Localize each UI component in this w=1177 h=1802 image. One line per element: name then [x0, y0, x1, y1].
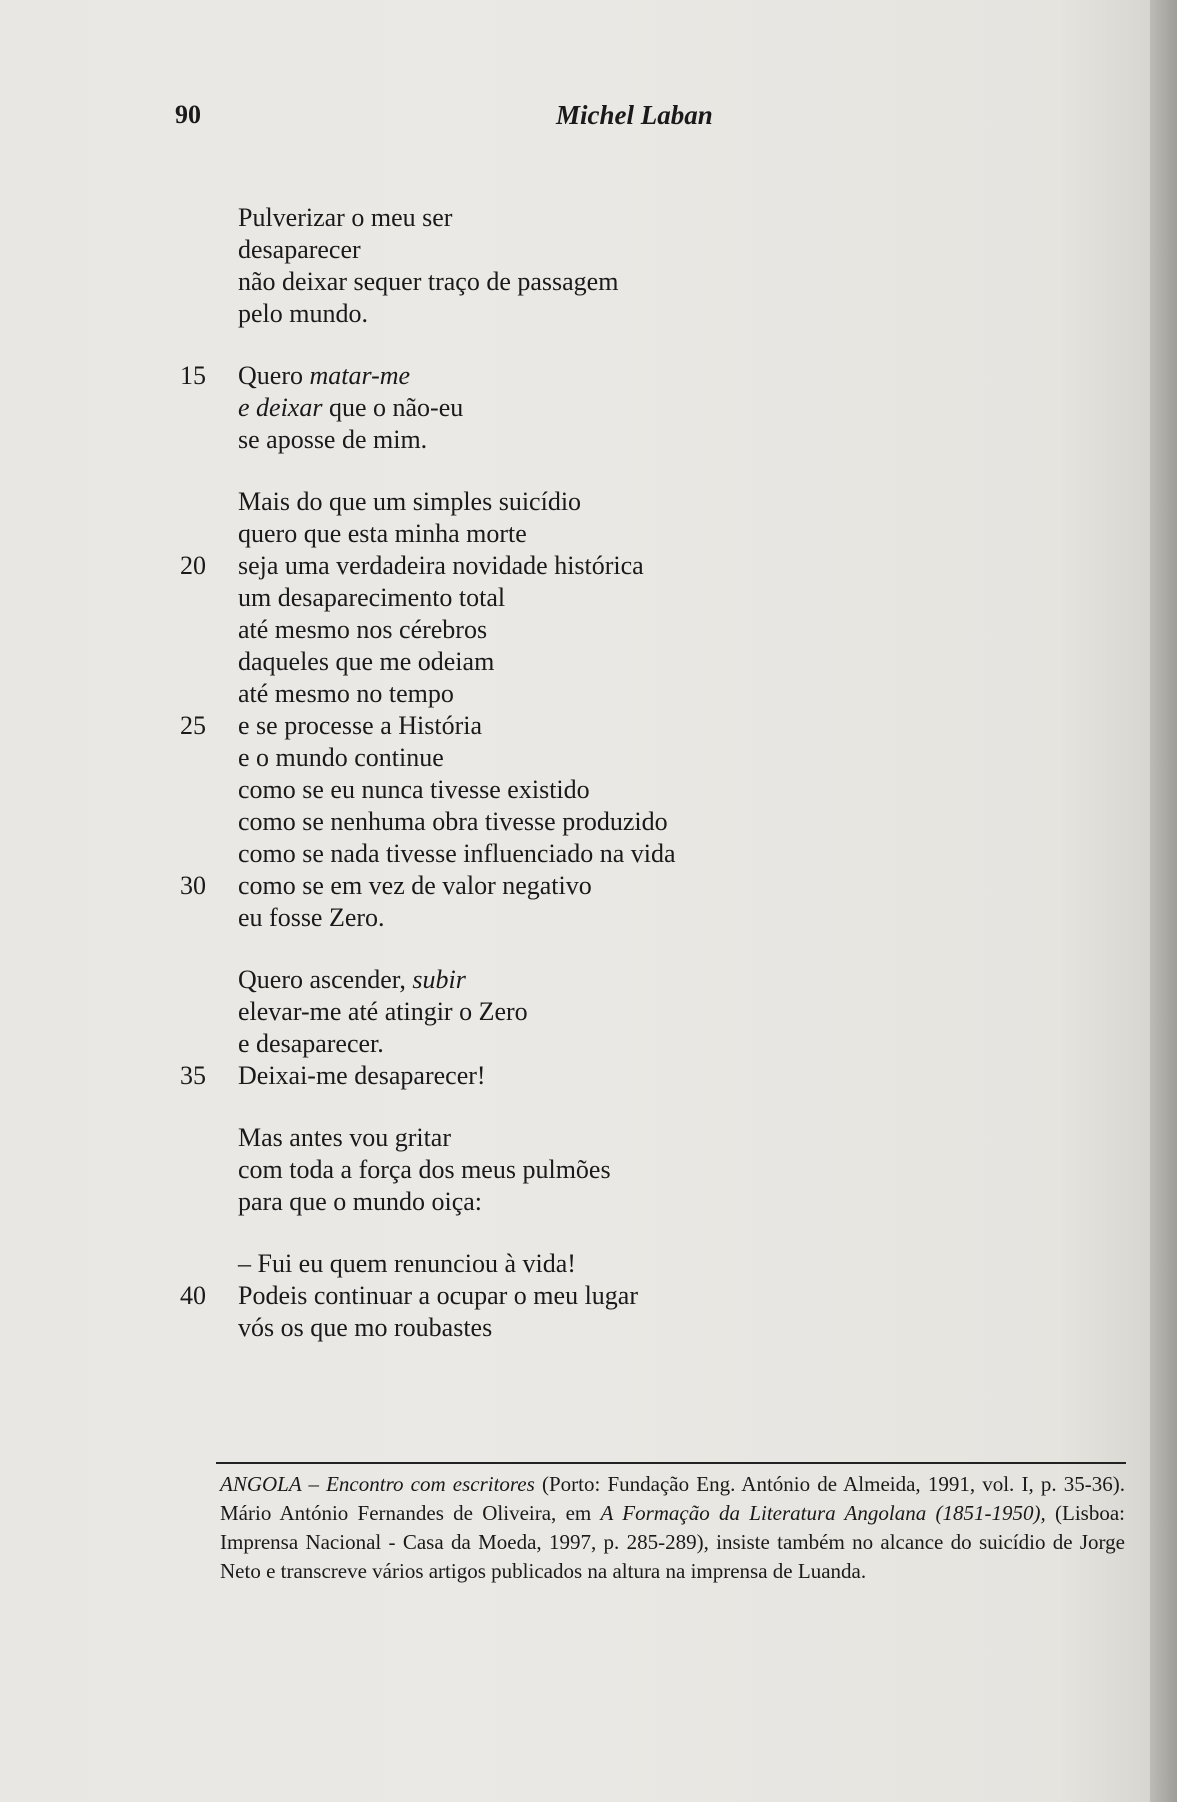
line-italic-text: e deixar: [238, 393, 323, 422]
poem-line: [180, 1028, 880, 1060]
poem-line: [180, 266, 880, 298]
footnote-text-2: (Lisboa: Imprensa Nacional - Casa da Moeda, 1997, p. 285-289), insiste também no alcance do suicídio de Jorge Neto e transcreve vários artigos publicados na altura na imprensa de Luanda.: [220, 1501, 1125, 1583]
poem-line: [180, 1248, 880, 1280]
poem-stanza: [180, 360, 880, 456]
poem-line: [180, 646, 880, 678]
poem-line: [180, 614, 880, 646]
poem-line: [180, 996, 880, 1028]
poem-stanza: [180, 1248, 880, 1344]
line-text-segment: Pulverizar o meu ser: [238, 203, 453, 232]
line-text: [238, 1122, 451, 1154]
poem-line: [180, 424, 880, 456]
line-text-segment: Quero: [238, 361, 310, 390]
poem-line: [180, 518, 880, 550]
line-text: [238, 202, 452, 234]
line-text-segment: – Fui eu quem renunciou à vida!: [238, 1249, 576, 1278]
line-text: [238, 1248, 576, 1280]
poem-line: [180, 1312, 880, 1344]
line-text-segment: se aposse de mim.: [238, 425, 428, 454]
poem-line: [180, 774, 880, 806]
line-text-segment: e desaparecer.: [238, 1029, 384, 1058]
line-text-segment: vós os que mo roubastes: [238, 1313, 493, 1342]
line-text-segment: elevar-me até atingir o Zero: [238, 997, 528, 1026]
line-text-segment: seja uma verdadeira novidade histórica: [238, 551, 644, 580]
footnote-text-1: (Porto: Fundação Eng. António de Almeida, 1991, vol. I, p. 35-36). Mário António Fernandes de Oliveira, em: [220, 1472, 1125, 1525]
line-number: 25: [180, 711, 206, 740]
line-text: [238, 870, 592, 902]
line-italic-text: subir: [412, 965, 466, 994]
line-text-segment: eu fosse Zero.: [238, 903, 385, 932]
line-text-segment: pelo mundo.: [238, 299, 368, 328]
line-text: [238, 424, 427, 456]
line-text-segment: um desaparecimento total: [238, 583, 506, 612]
poem-line: [180, 902, 880, 934]
poem-line: [180, 202, 880, 234]
poem-line: [180, 964, 880, 996]
poem-line: [180, 392, 880, 424]
line-text: [238, 1028, 384, 1060]
line-text-segment: como se nada tivesse influenciado na vida: [238, 839, 676, 868]
poem-line: [180, 234, 880, 266]
line-text-segment: e o mundo continue: [238, 743, 444, 772]
poem-line: [180, 360, 880, 392]
line-text-segment: e se processe a História: [238, 711, 483, 740]
poem-line: [180, 1154, 880, 1186]
line-text: [238, 1060, 486, 1092]
line-text-segment: quero que esta minha morte: [238, 519, 527, 548]
line-text-segment: que o não-eu: [322, 393, 464, 422]
poem-line: [180, 870, 880, 902]
line-text-segment: daqueles que me odeiam: [238, 647, 495, 676]
page-edge-shadow: [1150, 0, 1177, 1802]
poem-line: [180, 838, 880, 870]
line-text-segment: para que o mundo oiça:: [238, 1187, 483, 1216]
poem-line: [180, 1186, 880, 1218]
running-head: Michel Laban: [556, 100, 713, 130]
line-text-segment: Mas antes vou gritar: [238, 1123, 452, 1152]
poem-stanza: [180, 202, 880, 330]
line-text: [238, 1312, 492, 1344]
line-text-segment: não deixar sequer traço de passagem: [238, 267, 619, 296]
line-text: [238, 996, 528, 1028]
line-text-segment: desaparecer: [238, 235, 361, 264]
poem-line: [180, 1122, 880, 1154]
line-text: [238, 742, 444, 774]
line-text: [238, 964, 466, 996]
poem-line: [180, 806, 880, 838]
line-text: [238, 298, 368, 330]
footnote-book-title: A Formação da Literatura Angolana (1851-1950),: [600, 1501, 1046, 1525]
line-text-segment: até mesmo nos cérebros: [238, 615, 488, 644]
line-text: [238, 234, 361, 266]
footnote-title: ANGOLA – Encontro com escritores: [220, 1472, 535, 1496]
line-text-segment: até mesmo no tempo: [238, 679, 454, 708]
line-text-segment: Deixai-me desaparecer!: [238, 1061, 486, 1090]
line-text: [238, 1280, 638, 1312]
line-number: 40: [180, 1281, 206, 1310]
page-number: 90: [175, 100, 201, 129]
poem-line: [180, 486, 880, 518]
poem-line: [180, 298, 880, 330]
poem-line: [180, 710, 880, 742]
page-header: [0, 100, 1150, 140]
line-text-segment: com toda a força dos meus pulmões: [238, 1155, 611, 1184]
poem: [180, 202, 880, 1374]
poem-line: [180, 742, 880, 774]
line-text: [238, 646, 494, 678]
poem-line: [180, 550, 880, 582]
footnote-rule: [216, 1462, 1126, 1464]
line-text: [238, 582, 505, 614]
poem-line: [180, 1280, 880, 1312]
line-italic-text: matar-me: [309, 361, 411, 390]
line-text-segment: Mais do que um simples suicídio: [238, 487, 582, 516]
line-text-segment: Quero ascender,: [238, 965, 413, 994]
line-text-segment: Podeis continuar a ocupar o meu lugar: [238, 1281, 638, 1310]
footnote: [220, 1470, 1125, 1586]
line-number: 20: [180, 551, 206, 580]
poem-stanza: [180, 1122, 880, 1218]
line-text: [238, 678, 454, 710]
line-number: 15: [180, 361, 206, 390]
poem-line: [180, 678, 880, 710]
line-number: 35: [180, 1061, 206, 1090]
line-text: [238, 392, 463, 424]
line-text: [238, 518, 527, 550]
line-text-segment: como se eu nunca tivesse existido: [238, 775, 590, 804]
line-text: [238, 806, 668, 838]
line-text: [238, 486, 581, 518]
poem-line: [180, 1060, 880, 1092]
line-text: [238, 774, 590, 806]
line-text: [238, 710, 482, 742]
line-text: [238, 266, 618, 298]
line-text: [238, 614, 487, 646]
line-number: 30: [180, 871, 206, 900]
line-text: [238, 360, 410, 392]
line-text: [238, 838, 676, 870]
line-text: [238, 550, 644, 582]
poem-stanza: [180, 964, 880, 1092]
poem-line: [180, 582, 880, 614]
line-text: [238, 1154, 611, 1186]
line-text: [238, 902, 385, 934]
poem-stanza: [180, 486, 880, 934]
line-text-segment: como se em vez de valor negativo: [238, 871, 592, 900]
line-text-segment: como se nenhuma obra tivesse produzido: [238, 807, 668, 836]
line-text: [238, 1186, 482, 1218]
